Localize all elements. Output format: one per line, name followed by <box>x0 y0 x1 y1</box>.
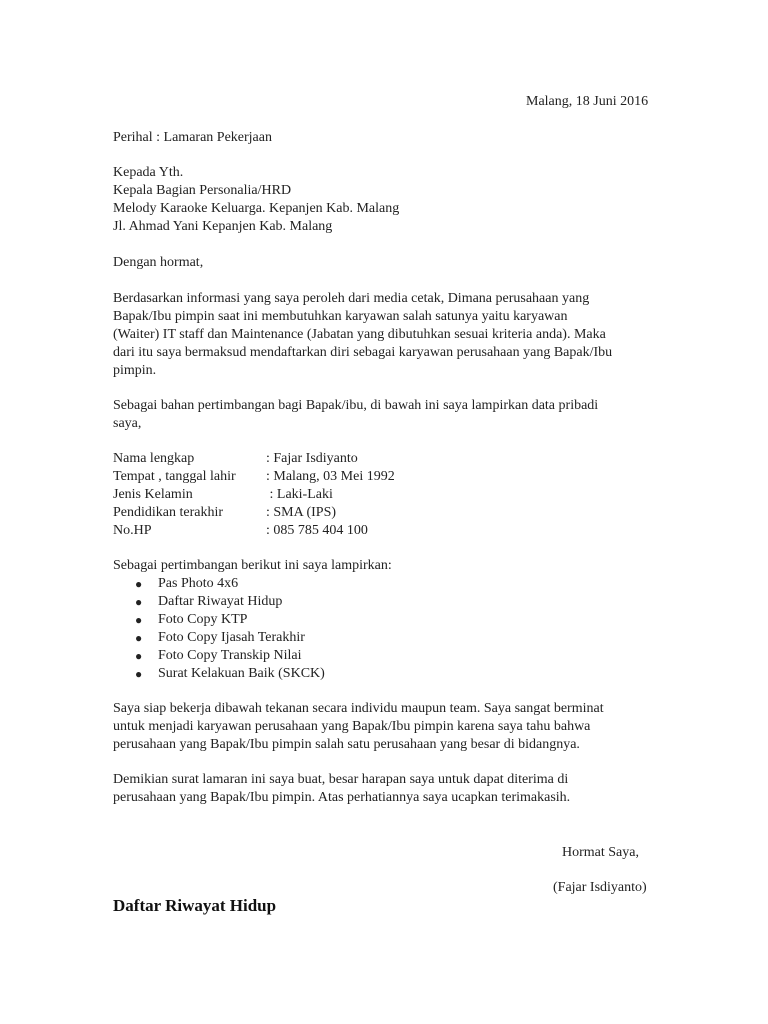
list-item-text: Surat Kelakuan Baik (SKCK) <box>158 666 325 681</box>
closing-salutation: Hormat Saya, <box>562 845 639 860</box>
paragraph-line: Berdasarkan informasi yang saya peroleh dari media cetak, Dimana perusahaan yang <box>113 291 590 306</box>
field-value: : Laki-Laki <box>266 487 333 502</box>
recipient-line: Kepada Yth. <box>113 165 184 180</box>
list-item-text: Foto Copy Ijasah Terakhir <box>158 630 305 645</box>
attachments-intro: Sebagai pertimbangan berikut ini saya lampirkan: <box>113 558 392 573</box>
bullet-icon: ● <box>135 667 143 681</box>
list-item-text: Foto Copy KTP <box>158 612 248 627</box>
bullet-icon: ● <box>135 577 143 591</box>
bullet-icon: ● <box>135 613 143 627</box>
recipient-line: Kepala Bagian Personalia/HRD <box>113 183 292 198</box>
recipient-line: Jl. Ahmad Yani Kepanjen Kab. Malang <box>113 219 333 234</box>
cv-heading: Daftar Riwayat Hidup <box>113 896 277 915</box>
paragraph-line: (Waiter) IT staff dan Maintenance (Jabatan yang dibutuhkan sesuai kriteria anda). Maka <box>113 327 606 342</box>
letter-date: Malang, 18 Juni 2016 <box>526 94 649 109</box>
personal-data-row <box>113 522 513 540</box>
field-value: : Fajar Isdiyanto <box>266 451 358 466</box>
paragraph-line: Bapak/Ibu pimpin saat ini membutuhkan karyawan salah satunya yaitu karyawan <box>113 309 568 324</box>
paragraph-personal-data-intro <box>113 397 658 433</box>
field-label: Tempat , tanggal lahir <box>113 469 236 484</box>
field-label: Jenis Kelamin <box>113 487 193 502</box>
paragraph-motivation <box>113 700 658 754</box>
paragraph-line: saya, <box>113 416 142 431</box>
bullet-icon: ● <box>135 649 143 663</box>
field-label: Pendidikan terakhir <box>113 505 224 520</box>
paragraph-line: untuk menjadi karyawan perusahaan yang Bapak/Ibu pimpin karena saya tahu bahwa <box>113 719 591 734</box>
paragraph-line: perusahaan yang Bapak/Ibu pimpin. Atas perhatiannya saya ucapkan terimakasih. <box>113 790 571 805</box>
list-item-text: Daftar Riwayat Hidup <box>158 594 283 609</box>
recipient-address <box>113 164 399 236</box>
personal-data-row <box>113 450 513 468</box>
paragraph-line: Demikian surat lamaran ini saya buat, besar harapan saya untuk dapat diterima di <box>113 772 569 787</box>
field-value: : SMA (IPS) <box>266 505 337 520</box>
field-value: : Malang, 03 Mei 1992 <box>266 469 395 484</box>
paragraph-line: pimpin. <box>113 363 157 378</box>
signature-name: (Fajar Isdiyanto) <box>553 880 647 895</box>
bullet-icon: ● <box>135 631 143 645</box>
bullet-icon: ● <box>135 595 143 609</box>
field-value: : 085 785 404 100 <box>266 523 368 538</box>
paragraph-line: perusahaan yang Bapak/Ibu pimpin salah satu perusahaan yang besar di bidangnya. <box>113 737 580 752</box>
personal-data-table <box>113 450 513 540</box>
list-item-text: Pas Photo 4x6 <box>158 576 239 591</box>
paragraph-closing <box>113 771 658 807</box>
paragraph-line: dari itu saya bermaksud mendaftarkan diri sebagai karyawan perusahaan yang Bapak/Ibu <box>113 345 613 360</box>
field-label: No.HP <box>113 523 152 538</box>
paragraph-line: Sebagai bahan pertimbangan bagi Bapak/ibu, di bawah ini saya lampirkan data pribadi <box>113 398 599 413</box>
field-label: Nama lengkap <box>113 451 195 466</box>
paragraph-line: Saya siap bekerja dibawah tekanan secara individu maupun team. Saya sangat berminat <box>113 701 604 716</box>
list-item-text: Foto Copy Transkip Nilai <box>158 648 302 663</box>
letter-greeting: Dengan hormat, <box>113 255 204 270</box>
personal-data-row <box>113 468 513 486</box>
letter-subject: Perihal : Lamaran Pekerjaan <box>113 130 272 145</box>
personal-data-row <box>113 504 513 522</box>
personal-data-row <box>113 486 513 504</box>
recipient-line: Melody Karaoke Keluarga. Kepanjen Kab. Malang <box>113 201 400 216</box>
paragraph-intro <box>113 290 658 380</box>
